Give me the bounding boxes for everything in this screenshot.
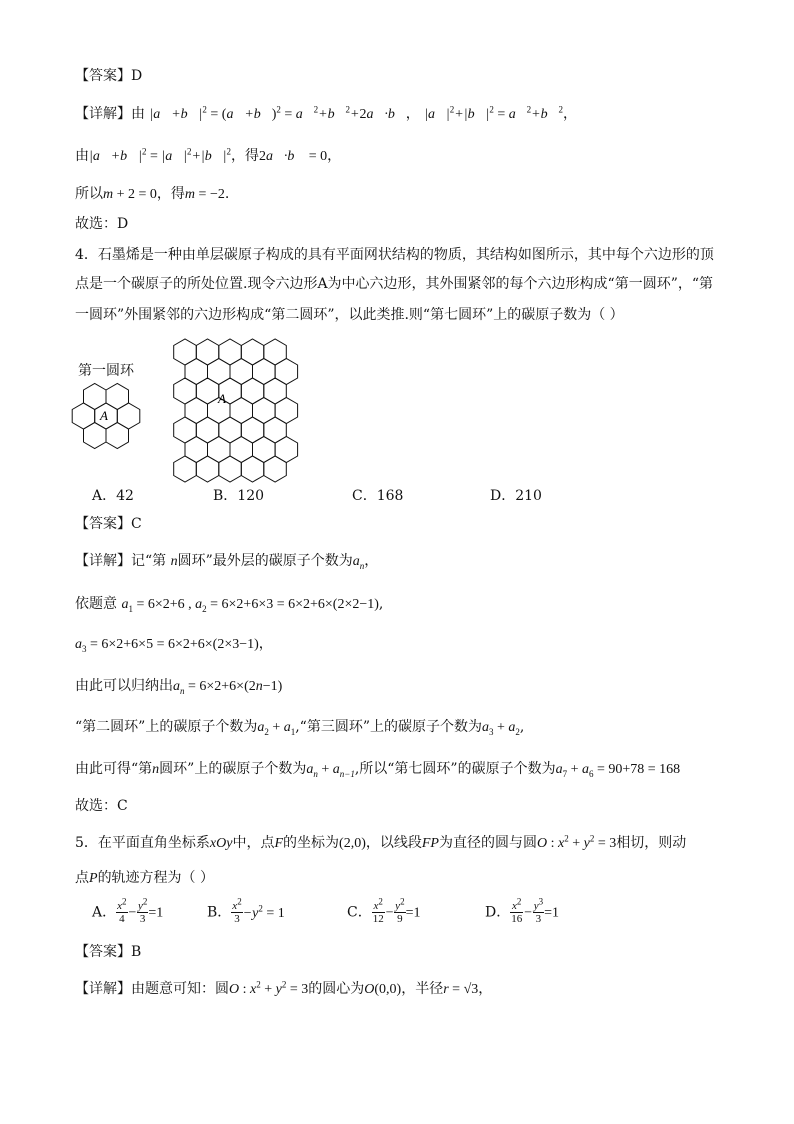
ring-hexagon: [84, 384, 107, 410]
q4-option-c: C．168: [352, 488, 404, 504]
lattice-hexagon: [174, 378, 197, 404]
q4-stem-2: 点是一个碳原子的所处位置.现令六边形A为中心六边形，其外围紧邻的每个六边形构成“第一圆环”，“第: [75, 276, 714, 292]
lattice-hexagon: [219, 339, 242, 365]
lattice-hexagon: [196, 339, 219, 365]
q4-answer: 【答案】C: [75, 516, 142, 532]
q4-detail-5: “第二圆环”上的碳原子个数为$a_2$ + $a_1,“$第三圆环”上的碳原子个数为$a_3 + a_2$,: [75, 719, 525, 737]
q4-stem-1: 4．石墨烯是一种由单层碳原子构成的具有平面网状结构的物质，其结构如图所示，其中每个六边形的顶: [75, 247, 714, 263]
lattice-hexagon: [219, 456, 242, 482]
q4-detail-1: 【详解】记“第 n圆环”最外层的碳原子个数为$a_n$，: [75, 553, 379, 571]
lattice-hexagon: [196, 378, 219, 404]
q4-stem-3: 一圆环”外围紧邻的六边形构成“第二圆环”，以此类推.则“第七圆环”上的碳原子数为（ ）: [75, 307, 624, 323]
hex-a-label-small: A: [100, 408, 108, 423]
lattice-hexagon: [174, 417, 197, 443]
lattice-hexagon: [196, 456, 219, 482]
graphene-figure: [70, 338, 300, 500]
q4-option-b: B．120: [213, 488, 265, 504]
detail-line-3: 所以m + 2 = 0，得m = −2.: [75, 186, 230, 202]
lattice-hexagon: [230, 359, 253, 385]
detail-line-1: 【详解】由 $|a⃗+b⃗|^2$ = (a⃗+b⃗)$^2$ = a⃗$^2$+b⃗$^2$+2a⃗·b⃗， $|a⃗|^2+|b⃗|^2$ = a⃗$^2$+b⃗$^2$，: [75, 104, 577, 122]
q5-option-b: B． $\frac{x^2}{3}$ $-y^2 = 1$: [207, 896, 285, 925]
lattice-hexagon: [264, 378, 287, 404]
lattice-hexagon: [174, 456, 197, 482]
lattice-hexagon: [208, 359, 231, 385]
ring-hexagon: [72, 403, 95, 429]
lattice-hexagon: [230, 398, 253, 424]
figure-label: 第一圆环: [78, 363, 134, 379]
lattice-hexagon: [185, 398, 208, 424]
lattice-hexagon: [264, 456, 287, 482]
q5-answer: 【答案】B: [75, 944, 142, 960]
lattice-hexagon: [275, 398, 298, 424]
q5-stem-1: 5．在平面直角坐标系xOy中，点F的坐标为(2,0)，以线段FP为直径的圆与圆O : $x^2 + y^2 = 3$相切，则动: [75, 833, 687, 851]
answer-line: 【答案】D: [75, 68, 143, 84]
q5-detail-1: 【详解】由题意可知：圆O : $x^2 + y^2 = 3$的圆心为O(0,0)，半径r = √3，: [75, 979, 493, 997]
q5-option-c: C． $\frac{x^2}{12}$ − $\frac{y^2}{9}$ =1: [347, 896, 421, 925]
q4-detail-2: 依题意 $a_1 = 6\times 2+6$ , $a_2 = 6\times 2+6\times 3 = 6\times 2+6\times(2\times 2-1)$,: [75, 596, 384, 614]
hexagonal-lattice: [174, 339, 298, 482]
detail-line-2: 由$|a⃗+b⃗|^2$ = $|a⃗|^2+|b⃗|^2$，得2a⃗·b⃗ = 0，: [75, 146, 342, 164]
lattice-hexagon: [253, 359, 276, 385]
lattice-hexagon: [264, 417, 287, 443]
lattice-hexagon: [275, 437, 298, 463]
q4-detail-6: 由此可得“第n圆环”上的碳原子个数为$a_n + a_{n-1}$,所以“第七圆环”的碳原子个数为$a_7 + a_6 = 90+78 = 168$: [75, 761, 681, 779]
q5-option-d: D． $\frac{x^2}{16}$ − $\frac{y^3}{3}$ =1: [485, 896, 559, 925]
q5-option-a: A． $\frac{x^2}{4}$ − $\frac{y^2}{3}$ =1: [92, 896, 164, 925]
lattice-hexagon: [241, 456, 263, 482]
q4-detail-3: $a_3 = 6\times 2+6\times 5 = 6\times 2+6\times(2\times 3-1)$，: [75, 636, 273, 654]
lattice-hexagon: [185, 437, 208, 463]
lattice-hexagon: [264, 339, 287, 365]
lattice-hexagon: [230, 437, 253, 463]
lattice-hexagon: [208, 437, 231, 463]
ring-hexagon: [84, 423, 107, 449]
lattice-hexagon: [253, 398, 276, 424]
ring-hexagon: [106, 384, 129, 410]
choice-line: 故选：D: [75, 216, 129, 232]
lattice-hexagon: [241, 417, 263, 443]
q4-option-a: A．42: [92, 488, 134, 504]
ring-hexagon: [106, 423, 129, 449]
ring-hexagon: [117, 403, 140, 429]
lattice-hexagon: [275, 359, 298, 385]
lattice-hexagon: [253, 437, 276, 463]
lattice-hexagon: [241, 378, 263, 404]
q4-option-d: D．210: [490, 488, 542, 504]
lattice-hexagon: [196, 417, 219, 443]
lattice-hexagon: [219, 417, 242, 443]
lattice-hexagon: [185, 359, 208, 385]
q5-stem-2: 点P的轨迹方程为（ ）: [75, 870, 215, 886]
lattice-hexagon: [241, 339, 263, 365]
q4-choice: 故选：C: [75, 798, 128, 814]
lattice-hexagon: [174, 339, 197, 365]
q4-detail-4: 由此可以归纳出$a_n = 6\times 2+6\times(2n-1)$: [75, 678, 283, 696]
hex-a-label-large: A: [218, 391, 226, 406]
